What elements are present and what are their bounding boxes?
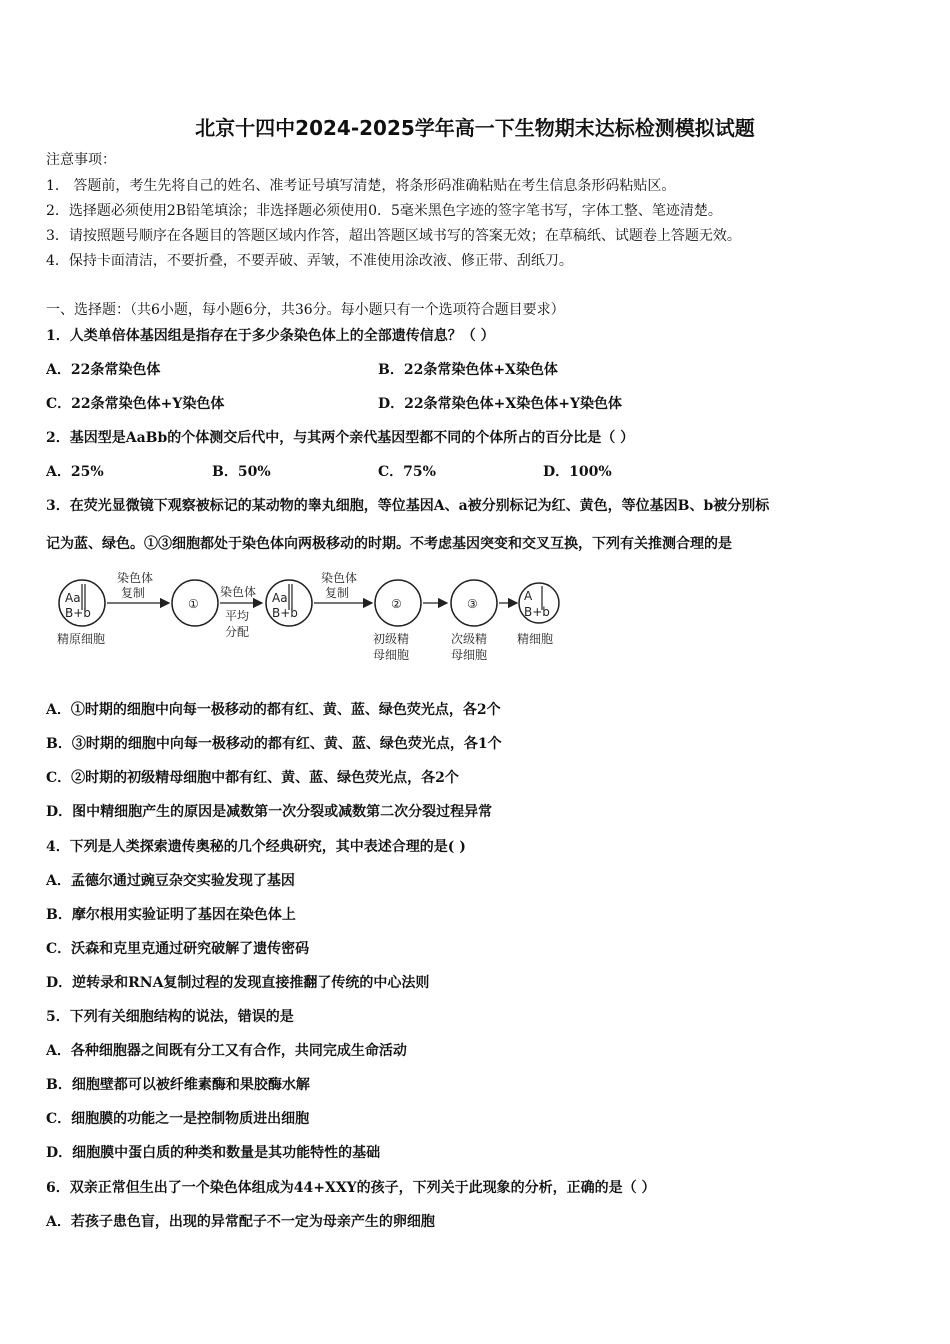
primary-label: 母细胞 [373, 648, 410, 662]
gene-label: B+b [65, 606, 91, 620]
q4-option-a: A．孟德尔通过豌豆杂交实验发现了基因 [46, 873, 295, 889]
q4-option-d: D．逆转录和RNA复制过程的发现直接推翻了传统的中心法则 [46, 975, 430, 991]
arrow-label: 染色体 [220, 585, 257, 599]
q5-option-b: B．细胞壁都可以被纤维素酶和果胶酶水解 [46, 1077, 310, 1093]
q4-option-c: C．沃森和克里克通过研究破解了遗传密码 [46, 941, 310, 957]
q2-option-a: A．25% [46, 464, 104, 480]
meiosis-diagram [55, 566, 575, 670]
arrow-label: 染色体 [321, 571, 358, 585]
arrow-label: 复制 [121, 586, 146, 600]
question-3-stem-cont: 记为蓝、绿色。①③细胞都处于染色体向两极移动的时期。不考虑基因突变和交叉互换，下列有关推测合理的是 [46, 536, 732, 552]
arrow-label: 平均 [225, 609, 250, 623]
gene-label: Aa [272, 591, 288, 605]
cell-number: ② [391, 597, 402, 611]
q3-option-a: A．①时期的细胞中向每一极移动的都有红、黄、蓝、绿色荧光点，各2个 [46, 702, 501, 718]
q1-option-b: B．22条常染色体+X染色体 [378, 362, 558, 378]
question-1-stem: 1．人类单倍体基因组是指存在于多少条染色体上的全部遗传信息？（ ） [46, 328, 495, 344]
question-6-stem: 6．双亲正常但生出了一个染色体组成为44+XXY的孩子，下列关于此现象的分析，正确的是（ ） [46, 1180, 656, 1196]
q1-option-d: D．22条常染色体+X染色体+Y染色体 [378, 396, 622, 412]
q1-option-c: C．22条常染色体+Y染色体 [46, 396, 225, 412]
cell-3 [451, 580, 497, 626]
q2-option-d: D．100% [543, 464, 612, 480]
question-2-stem: 2．基因型是AaBb的个体测交后代中，与其两个亲代基因型都不同的个体所占的百分比是（ ） [46, 430, 635, 446]
q3-option-d: D．图中精细胞产生的原因是减数第一次分裂或减数第二次分裂过程异常 [46, 804, 493, 820]
cell-number: ① [188, 597, 199, 611]
q5-option-d: D．细胞膜中蛋白质的种类和数量是其功能特性的基础 [46, 1145, 381, 1161]
notice-item: 4．保持卡面清洁，不要折叠，不要弄破、弄皱，不准使用涂改液、修正带、刮纸刀。 [46, 253, 573, 269]
cell-1 [172, 580, 218, 626]
primary-label: 初级精 [373, 632, 410, 646]
spermatogonium-label: 精原细胞 [57, 632, 106, 646]
secondary-label: 母细胞 [451, 648, 488, 662]
notice-item: 2．选择题必须使用2B铅笔填涂；非选择题必须使用0．5毫米黑色字迹的签字笔书写，字体工整、笔迹清楚。 [46, 203, 722, 219]
notice-item: 3．请按照题号顺序在各题目的答题区域内作答，超出答题区域书写的答案无效；在草稿纸、试题卷上答题无效。 [46, 228, 741, 244]
gene-label: B+b [524, 605, 550, 619]
cell-number: ③ [467, 597, 478, 611]
secondary-label: 次级精 [451, 632, 488, 646]
question-3-stem: 3．在荧光显微镜下观察被标记的某动物的睾丸细胞，等位基因A、a被分别标记为红、黄色，等位基因B、b被分别标 [46, 498, 770, 514]
arrow-label: 复制 [325, 586, 350, 600]
arrow-label: 染色体 [117, 571, 154, 585]
page-title: 北京十四中2024-2025学年高一下生物期末达标检测模拟试题 [195, 116, 755, 140]
q5-option-a: A．各种细胞器之间既有分工又有合作，共同完成生命活动 [46, 1043, 407, 1059]
q2-option-c: C．75% [378, 464, 436, 480]
q5-option-c: C．细胞膜的功能之一是控制物质进出细胞 [46, 1111, 310, 1127]
notice-heading: 注意事项： [46, 152, 116, 168]
gene-label: Aa [65, 591, 81, 605]
arrow-label: 分配 [225, 625, 250, 639]
section-heading: 一、选择题：（共6小题，每小题6分，共36分。每小题只有一个选项符合题目要求） [46, 302, 565, 318]
question-5-stem: 5．下列有关细胞结构的说法，错误的是 [46, 1009, 294, 1025]
question-4-stem: 4．下列是人类探索遗传奥秘的几个经典研究，其中表述合理的是( ) [46, 839, 466, 855]
q3-option-c: C．②时期的初级精母细胞中都有红、黄、蓝、绿色荧光点，各2个 [46, 770, 459, 786]
cell-2 [375, 580, 421, 626]
daughter-cell [266, 580, 312, 626]
sperm-cell [519, 583, 559, 623]
spermatogonium-cell [59, 580, 105, 626]
sperm-label: 精细胞 [517, 632, 554, 646]
q2-option-b: B．50% [212, 464, 271, 480]
gene-label: A [524, 589, 533, 603]
q3-option-b: B．③时期的细胞中向每一极移动的都有红、黄、蓝、绿色荧光点，各1个 [46, 736, 502, 752]
q1-option-a: A．22条常染色体 [46, 362, 161, 378]
q4-option-b: B．摩尔根用实验证明了基因在染色体上 [46, 907, 296, 923]
q6-option-a: A．若孩子患色盲，出现的异常配子不一定为母亲产生的卵细胞 [46, 1214, 435, 1230]
notice-item: 1． 答题前，考生先将自己的姓名、准考证号填写清楚，将条形码准确粘贴在考生信息条形码粘贴区。 [46, 178, 676, 194]
gene-label: B+b [272, 606, 298, 620]
